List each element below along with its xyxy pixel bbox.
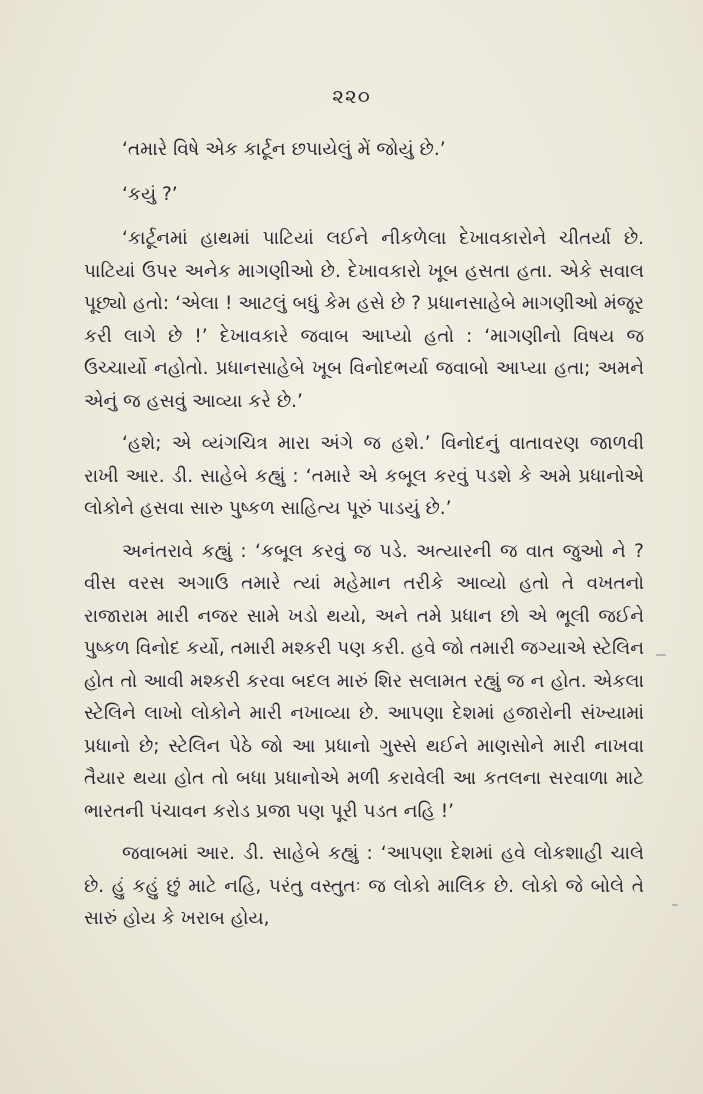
paragraph-3: ‘કાર્ટૂનમાં હાથમાં પાટિયાં લઈને નીકળેલા દેખાવકારોને ચીતર્યા છે. પાટિયાં ઉપર અનેક માગણીઓ છે. દેખાવકારો ખૂબ હસતા હતા. એકે સવાલ પૂછ્યો હતો: ‘એલા ! આટલું બધું કેમ હસે છે ? પ્રધાનસાહેબે માગણીઓ મંજૂર કરી લાગે છે !’ દેખાવકારે જવાબ આપ્યો હતો : ‘માગણીનો વિષય જ ઉચ્ચાર્યો નહોતો. પ્રધાનસાહેબે ખૂબ વિનોદભર્યા જવાબો આપ્યા હતા; અમને એનું જ હસવું આવ્યા કરે છે.’ — [84, 228, 644, 412]
paper-speck — [672, 904, 678, 906]
paragraph-6: જવાબમાં આર. ડી. સાહેબે કહ્યું : ‘આપણા દેશમાં હવે લોકશાહી ચાલે છે. હું કહું છું માટે નહિ, પરંતુ વસ્તુતઃ જ લોકો માલિક છે. લોકો જે બોલે તે સારું હોય કે ખરાબ હોય, — [84, 843, 644, 929]
paragraph-5: અનંતરાવે કહ્યું : ‘કબૂલ કરવું જ પડે. અત્યારની જ વાત જુઓ ને ? વીસ વરસ અગાઉ તમારે ત્યાં મહેમાન તરીકે આવ્યો હતો તે વખતનો રાજારામ મારી નજર સામે ખડો થયો, અને તમે પ્રધાન છો એ ભૂલી જઈને પુષ્કળ વિનોદ કર્યો, તમારી મશ્કરી પણ કરી. હવે જો તમારી જગ્યાએ સ્ટેલિન હોત તો આવી મશ્કરી કરવા બદલ મારું શિર સલામત રહ્યું જ ન હોત. એકલા સ્ટેલિને લાખો લોકોને મારી નખાવ્યા છે. આપણા દેશમાં હજારોની સંખ્યામાં પ્રધાનો છે; સ્ટેલિન પેઠે જો આ પ્રધાનો ગુસ્સે થઈને માણસોને મારી નાખવા તૈયાર થયા હોત તો બધા પ્રધાનોએ મળી કરાવેલી આ કતલના સરવાળા માટે ભારતની પંચાવન કરોડ પ્રજા પણ પૂરી પડત નહિ !’ — [84, 540, 644, 822]
paragraph-1: ‘તમારે વિષે એક કાર્ટૂન છપાયેલું મેં જોયું છે.’ — [122, 139, 446, 160]
body-text — [84, 134, 644, 946]
paper-speck — [656, 654, 666, 656]
paragraph-4: ‘હશે; એ વ્યંગચિત્ર મારા અંગે જ હશે.’ વિનોદનું વાતાવરણ જાળવી રાખી આર. ડી. સાહેબે કહ્યું : ‘તમારે એ કબૂલ કરવું પડશે કે અમે પ્રધાનોએ લોકોને હસવા સારુ પુષ્કળ સાહિત્ય પૂરું પાડયું છે.’ — [84, 433, 644, 519]
page-number: ૨૨૦ — [332, 84, 371, 108]
paragraph-2: ‘કયું ?’ — [122, 183, 178, 205]
